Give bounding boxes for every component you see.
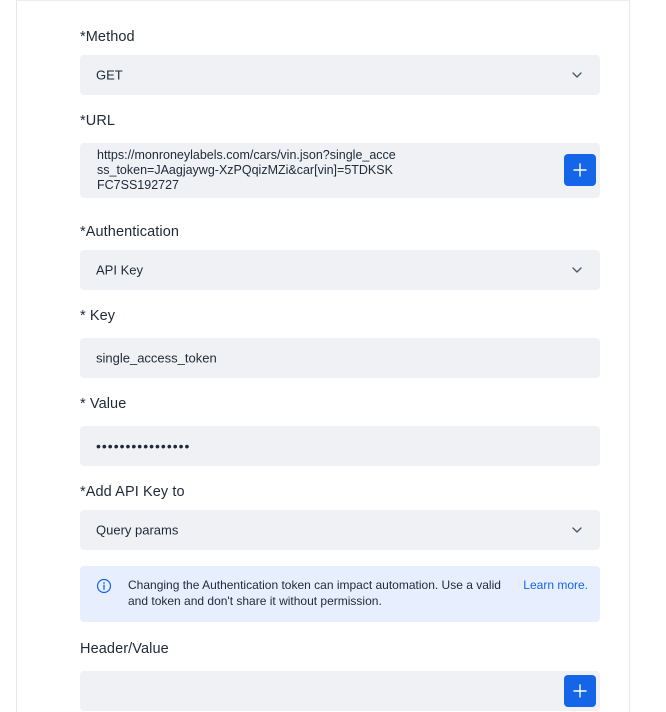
method-select[interactable]	[80, 55, 600, 95]
info-icon	[96, 578, 112, 594]
url-input-value: https://monroneylabels.com/cars/vin.json?single_access_token=JAagjaywg-XzPQqizMZi&car[vin]=5TDKSKFC7SS192727	[97, 148, 396, 192]
key-input-value: single_access_token	[96, 350, 217, 366]
value-password-masked: ••••••••••••••••	[96, 438, 191, 454]
add-api-key-to-select-value: Query params	[96, 522, 179, 538]
key-label: * Key	[80, 308, 116, 324]
value-label: * Value	[80, 396, 127, 412]
authentication-select-value: API Key	[96, 262, 143, 278]
key-input[interactable]	[80, 338, 600, 378]
add-api-key-to-select[interactable]	[80, 510, 600, 550]
method-select-value: GET	[96, 67, 123, 83]
plus-icon	[573, 684, 587, 698]
learn-more-link[interactable]: Learn more.	[523, 578, 588, 592]
add-header-button[interactable]	[564, 675, 596, 707]
chevron-down-icon	[572, 527, 582, 533]
plus-icon	[573, 163, 587, 177]
header-value-label: Header/Value	[80, 641, 169, 657]
add-api-key-to-label: *Add API Key to	[80, 484, 185, 500]
info-banner	[80, 566, 600, 622]
header-value-input[interactable]	[80, 671, 600, 711]
chevron-down-icon	[572, 267, 582, 273]
method-label: *Method	[80, 29, 135, 45]
info-banner-text: Changing the Authentication token can impact automation. Use a valid and token and don't share it without permission.	[128, 578, 501, 608]
url-input[interactable]	[80, 143, 600, 198]
value-password-input[interactable]	[80, 426, 600, 466]
chevron-down-icon	[572, 72, 582, 78]
add-url-param-button[interactable]	[564, 154, 596, 186]
authentication-select[interactable]	[80, 250, 600, 290]
authentication-label: *Authentication	[80, 224, 180, 240]
url-label: *URL	[80, 113, 116, 129]
